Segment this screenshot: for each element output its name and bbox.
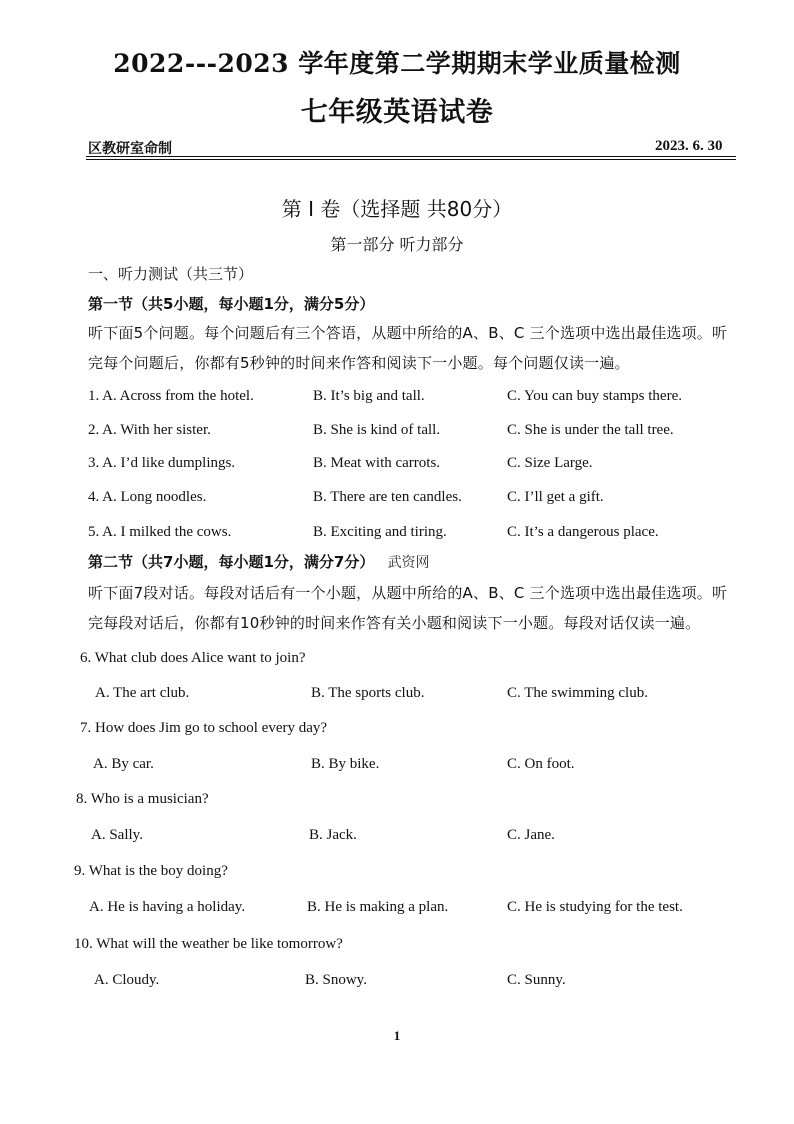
q4-option-a: 4. A. Long noodles. (88, 489, 207, 505)
q4-option-c: C. I’ll get a gift. (507, 489, 604, 505)
q8-option-b: B. Jack. (309, 827, 357, 843)
section2-instruction-line1: 听下面7段对话。每段对话后有一个小题，从题中所给的A、B、C 三个选项中选出最佳选项。听 (88, 584, 728, 602)
q7-option-c: C. On foot. (507, 756, 575, 772)
q2-option-a: 2. A. With her sister. (88, 422, 211, 438)
q3-option-a: 3. A. I’d like dumplings. (88, 455, 236, 471)
q5-option-a: 5. A. I milked the cows. (88, 524, 232, 540)
listening-heading: 一、听力测试（共三节） (88, 265, 254, 283)
q7-option-b: B. By bike. (311, 756, 380, 772)
section2-heading-text: 第二节（共7小题，每小题1分，满分7分） (88, 553, 375, 571)
header-rule (86, 156, 736, 157)
q6-option-a: A. The art club. (95, 685, 190, 701)
exam-subtitle: 七年级英语试卷 (300, 97, 494, 128)
q8-option-c: C. Jane. (507, 827, 555, 843)
q9-option-b: B. He is making a plan. (307, 899, 449, 915)
q1-option-c: C. You can buy stamps there. (507, 388, 682, 404)
q10-option-c: C. Sunny. (507, 972, 566, 988)
q7-question: 7. How does Jim go to school every day? (80, 720, 328, 736)
q10-option-b: B. Snowy. (305, 972, 367, 988)
q2-option-c: C. She is under the tall tree. (507, 422, 674, 438)
q9-option-a: A. He is having a holiday. (89, 899, 246, 915)
part-title: 第一部分 听力部分 (330, 235, 464, 254)
q5-option-b: B. Exciting and tiring. (313, 524, 447, 540)
q10-question: 10. What will the weather be like tomorrow? (74, 936, 343, 952)
q3-option-b: B. Meat with carrots. (313, 455, 441, 471)
watermark-text: 武资网 (387, 555, 430, 571)
section2-instruction-line2: 完每段对话后，你都有10秒钟的时间来作答有关小题和阅读下一小题。每段对话仅读一遍。 (88, 614, 701, 632)
q6-question: 6. What club does Alice want to join? (80, 650, 306, 666)
q5-option-c: C. It’s a dangerous place. (507, 524, 659, 540)
exam-title: 2022---2023 学年度第二学期期末学业质量检测 (113, 49, 681, 78)
q1-option-b: B. It’s big and tall. (313, 388, 425, 404)
q8-option-a: A. Sally. (91, 827, 143, 843)
header-rule-thin (86, 159, 736, 160)
q10-option-a: A. Cloudy. (94, 972, 160, 988)
section1-heading: 第一节（共5小题，每小题1分，满分5分） (88, 295, 375, 313)
q8-question: 8. Who is a musician? (76, 791, 209, 807)
q9-option-c: C. He is studying for the test. (507, 899, 683, 915)
q9-question: 9. What is the boy doing? (74, 863, 228, 879)
q3-option-c: C. Size Large. (507, 455, 593, 471)
q4-option-b: B. There are ten candles. (313, 489, 462, 505)
section1-instruction-line1: 听下面5个问题。每个问题后有三个答语，从题中所给的A、B、C 三个选项中选出最佳选项。听 (88, 324, 728, 342)
volume-title: 第 I 卷（选择题 共80分） (281, 197, 513, 221)
issuer-label: 区教研室命制 (88, 141, 172, 157)
section1-instruction-line2: 完每个问题后，你都有5秒钟的时间来作答和阅读下一小题。每个问题仅读一遍。 (88, 354, 630, 372)
page-number: 1 (393, 1028, 401, 1043)
q1-option-a: 1. A. Across from the hotel. (88, 388, 254, 404)
q2-option-b: B. She is kind of tall. (313, 422, 441, 438)
q7-option-a: A. By car. (93, 756, 154, 772)
section2-heading (88, 551, 430, 572)
q6-option-b: B. The sports club. (311, 685, 425, 701)
exam-date: 2023. 6. 30 (655, 138, 723, 154)
q6-option-c: C. The swimming club. (507, 685, 648, 701)
